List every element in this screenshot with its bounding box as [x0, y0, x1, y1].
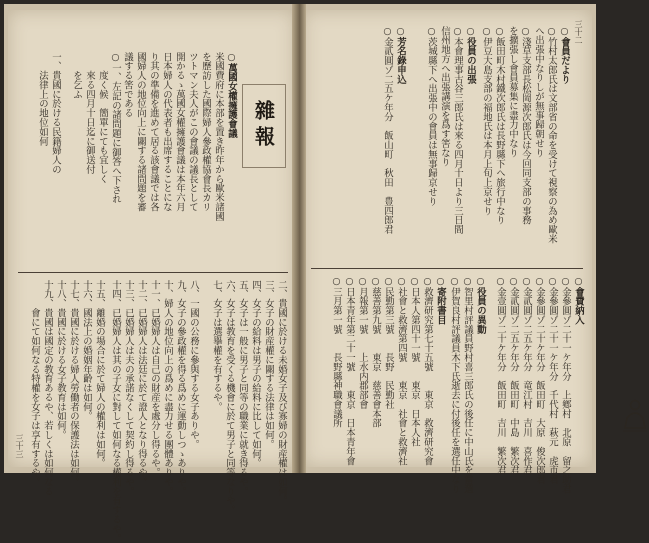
text-line: ○金壹圓ゾ二十ケ年分 飯田町 吉川 繁次君: [495, 276, 506, 475]
text-line: ○芳名錄申込: [395, 26, 406, 84]
text-line: ○金參圓ゾ二十ケ年分 飯田町 大原 俊次郎君: [534, 276, 545, 485]
text-line: 八、一國の公務に參與する女子ありや。: [188, 280, 199, 450]
text-line: ○飯田町木村鐵次郎氏は長野縣下へ旅行中なり: [494, 26, 505, 225]
text-line: ○役員の異動: [475, 276, 486, 334]
registry-applications: [361, 26, 407, 266]
text-line: 一、貴國に於ける民籍婦人の: [50, 52, 61, 175]
text-line: 日本婦人の代表者も出席することにな: [161, 52, 172, 212]
text-line: ○一、左記の諸問題に御答へ下され: [110, 52, 121, 204]
text-line: 三、女子の財産權に關する法律は如何。: [263, 280, 274, 450]
text-line: を擴張し會員募集に盡力中なり: [507, 26, 518, 158]
right-page: [303, 10, 592, 494]
text-line: 十三、已婚婦人は夫の承諾なくして契約し得るや。: [123, 280, 134, 496]
column-divider: [18, 272, 288, 273]
text-line: ○淺草支部長松岡源次郎氏は今回同支部の事務: [520, 26, 531, 225]
text-line: を歷訪した國際婦人參政權協會長カリ: [200, 52, 211, 212]
member-news: [479, 26, 571, 266]
text-line: ○茨城縣下へ出張中の會員は無事歸京せり: [426, 26, 437, 207]
text-line: 四、女子の給料は男子の給料に比して如何。: [250, 280, 261, 468]
text-line: ○日本人第四十一號 東京 日本人社: [409, 276, 420, 447]
text-line: 來る四月十日迄に御送付: [84, 52, 95, 175]
officer-travel: [411, 26, 477, 266]
text-line: 十二、已婚婦人は法廷に於て證人となり得るや。: [136, 280, 147, 487]
text-line: ○智里村評議員野村喜三郎氏の後任に中山氏を當選: [462, 276, 473, 494]
text-line: 議する筈である: [122, 52, 133, 118]
question-list-part-2: [108, 280, 200, 543]
text-line: 七、女子は選擧權を有するや。: [211, 280, 222, 412]
text-line: 米國費府に本部を置き昨年から歐米諸國: [213, 52, 224, 222]
text-line: ○伊豆大島支部の福地氏は本月上旬上京せり: [481, 26, 492, 216]
left-page: [8, 10, 295, 543]
text-line: 信州地方へ出張講演を爲す筈なり: [439, 26, 450, 167]
question-list-part-3: [22, 280, 106, 496]
open-book-spread: [4, 4, 596, 543]
text-line: ○萬國女權擁護會議: [226, 52, 237, 139]
text-line: 十六、國法上の婚姻年齡は如何。: [81, 280, 92, 421]
text-line: り其の準備を進めて居る該會議では各: [148, 52, 159, 212]
text-line: ○三月第一號 長野縣神職會議所: [331, 276, 342, 428]
question-list-part-1: [202, 280, 288, 515]
book-gutter: [292, 4, 306, 473]
text-line: ○金貳圓ゾ二五ケ年分 飯山町 秋田 豊四郎君: [382, 26, 393, 235]
text-line: 十、婦人の地位向上の爲めに盡力せる團體ありや。: [162, 280, 173, 496]
text-line: 十一、已婚婦人は自己の財産を處分し得るや。: [149, 280, 160, 478]
text-line: ○金參圓ゾ二十一ケ年分 千代村 萩元 虎市君: [547, 276, 558, 485]
officer-changes: [449, 276, 487, 494]
donated-publications: [331, 276, 447, 466]
text-line: ○日本青年第二十一號 東京 日本青年會: [344, 276, 355, 466]
text-line: ○慈善第九號 東京 慈善會本部: [370, 276, 381, 428]
text-line: 十四、已婚婦人は其の子女に對して如何なる權利を有するや。: [110, 280, 121, 543]
text-line: 五、女子は一般に男子と同等の職業に就き得るや。: [237, 280, 248, 496]
left-page-number: 三十三: [15, 434, 24, 458]
text-line: 十九、貴國は國定の教育あるや、若しくは如何なる: [42, 280, 53, 496]
text-line: 六、女子は教育を受くる機會に於て男子と同等なりや。: [224, 280, 235, 515]
right-page-number: 三十二: [574, 20, 583, 44]
text-line: ○月報第一號 上水内郡部會: [357, 276, 368, 410]
text-line: 開かるゝ萬國女權擁護會議は本年六月: [174, 52, 185, 212]
text-line: ツトマン夫人がこの會議の議長として: [187, 52, 198, 212]
column-divider: [311, 268, 583, 269]
text-line: 十五、離婚の場合に於て婦人の權利は如何。: [94, 280, 105, 468]
text-line: ○金貳圓ゾ二五ケ年分 飯田町 中島 繁次君: [508, 276, 519, 475]
membership-fees-list: [489, 276, 585, 494]
article-womens-rights-conference: [122, 52, 238, 268]
text-line: ○寄附書目: [435, 276, 446, 325]
text-line: ○會員だより: [559, 26, 570, 84]
section-title: 雜報: [251, 100, 276, 152]
text-line: ○本會理事古谷三郎氏は來る四月十日より三日間: [452, 26, 463, 235]
text-line: ○金貳圓ゾ二五ケ年分 竜江村 吉川 喜作君: [521, 276, 532, 475]
text-line: ○社會と救濟第四號 東京 社會と救濟社: [396, 276, 407, 466]
text-line: ○役員の出張: [465, 26, 476, 84]
text-line: ○會費納入: [573, 276, 584, 325]
text-line: ○民勤第三號 長野 民勤社: [383, 276, 394, 410]
text-line: ○伊賀良村評議員木下氏逝去に付後任を選任中なり: [449, 276, 460, 494]
text-line: 國婦人の地位向上に關する諸問題を審: [135, 52, 146, 212]
text-line: 十七、貴國に於ける婦人勞働者の保護法は如何。: [68, 280, 79, 487]
text-line: ○金參圓ゾ二十一ケ年分 上鄕村 北原 留之助君: [560, 276, 571, 494]
text-line: 十八、貴國に於ける女子教育は如何。: [55, 280, 66, 440]
text-line: ○救濟研究第七十五號 東京 救濟研究會: [422, 276, 433, 466]
article-question-one: [20, 52, 62, 268]
text-line: 會にて如何なる特權を女子は享有するや。: [29, 280, 40, 487]
text-line: 九、女子の參政權を得る爲めに運動しつゝありや。: [175, 280, 186, 496]
text-line: ○竹村太郎氏は文部省の命を受けて視察の為め歐米: [546, 26, 557, 244]
text-line: 二、貴國に於ける未婚女子及び寡婦の財産權は如何。: [276, 280, 287, 506]
text-line: 度く候 簡單にても宜しく: [97, 52, 108, 184]
text-line: へ出張中なりしが無事歸朝せり: [533, 26, 544, 158]
section-title-frame: [242, 84, 286, 168]
text-line: を乞ふ: [71, 52, 82, 99]
text-line: 法律上の地位如何: [37, 52, 48, 146]
article-questionnaire-intro: [66, 52, 122, 268]
seated-figure-illustration: [621, 398, 649, 434]
